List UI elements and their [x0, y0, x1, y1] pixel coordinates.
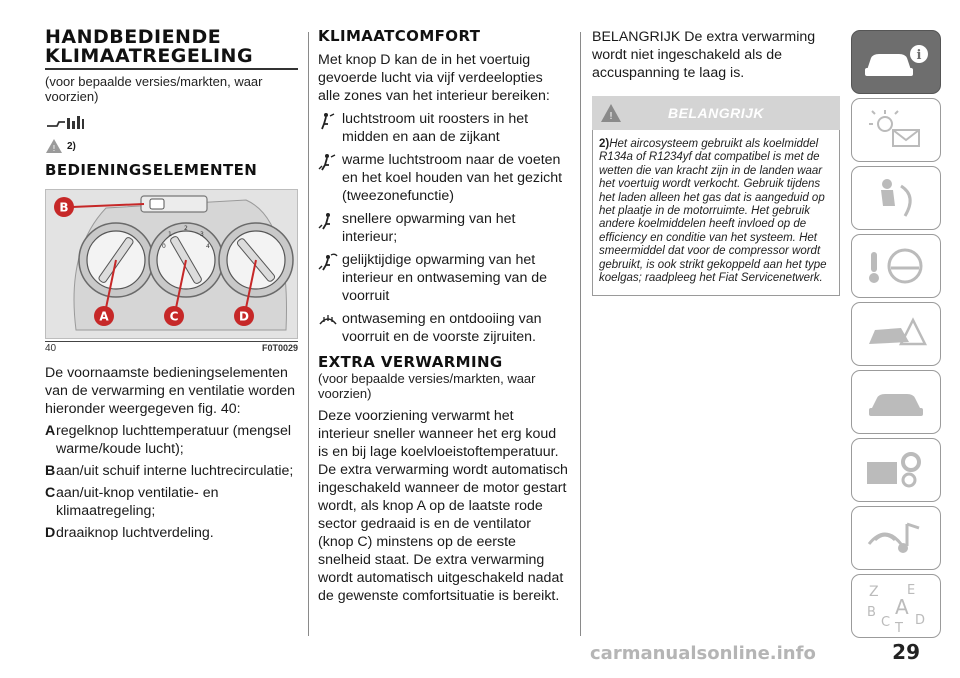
page-title-line1: HANDBEDIENDE [45, 26, 222, 48]
list-text: aan/uit-knop ventilatie- en klimaatregeling; [56, 485, 219, 519]
dial-mark-4: 4 [206, 243, 210, 250]
figure-number: 40 [45, 343, 57, 354]
list-item [45, 524, 298, 542]
multimedia-icon [861, 516, 931, 560]
page-title-line2: KLIMAATREGELING [45, 45, 254, 67]
tab-index[interactable] [851, 574, 941, 638]
controls-figure [45, 189, 298, 339]
tab-seat-safety[interactable] [851, 166, 941, 230]
warning-header [592, 96, 840, 130]
list-item [45, 484, 298, 520]
index-letter: T [895, 621, 903, 634]
warning-text: Het aircosysteem gebruikt als koelmiddel R134a of R1234yf dat compatibel is met de wetten die van kracht zijn in de landen waar het voertuig wordt verkocht. Gebruik tijdens het laden alleen het gas dat is aangeduid op het plaatje in de motorruimte. Het gebruik andere koelmiddelen heeft invloed op de efficiency en conditie van het systeem. Het smeermiddel dat voor de compressor wordt gebruikt, is ook strikt gekoppeld aan het type koelgas; raadpleeg het Fiat Servicenetwerk. [599, 138, 827, 285]
battery-note: BELANGRIJK De extra verwarming wordt niet ingeschakeld als de accuspanning te laag is. [592, 29, 816, 81]
list-key: B [45, 463, 56, 479]
warning-ref-row [45, 138, 298, 154]
climate-control-icon-row [45, 112, 298, 132]
maintenance-icon [861, 380, 931, 424]
callout-c-label: C [169, 309, 179, 324]
column-right [592, 28, 840, 296]
car-info-icon [861, 42, 931, 82]
tab-car-info[interactable] [851, 30, 941, 94]
index-letter: E [907, 583, 916, 598]
warning-box [592, 130, 840, 296]
list-key: D [45, 525, 56, 541]
feet-vent-icon [318, 210, 342, 235]
list-item [318, 310, 568, 346]
watermark: carmanualsonline.info [590, 643, 816, 664]
index-letter: Z [869, 584, 879, 600]
callout-a-label: A [99, 309, 109, 324]
list-item [45, 422, 298, 458]
dial-mark-3: 3 [200, 231, 204, 238]
column-divider-2 [580, 32, 581, 636]
column-left [45, 28, 298, 542]
title-rule [45, 68, 298, 70]
title-subtitle: (voor bepaalde versies/markten, waar voorzien) [45, 74, 263, 104]
index-letter: C [881, 615, 891, 630]
extra-heating-subtitle: (voor bepaalde versies/markten, waar voorzien) [318, 371, 536, 401]
callout-d-label: D [239, 309, 249, 324]
tab-warning-lights[interactable] [851, 98, 941, 162]
index-letter: B [867, 605, 876, 620]
warning-lights-icon [861, 108, 931, 152]
svg-text:!: ! [608, 111, 614, 122]
list-text: ontwaseming en ontdooiing van voorruit en de voorste zijruiten. [342, 311, 542, 345]
tab-emergency[interactable] [851, 302, 941, 366]
controls-intro: De voornaamste bedieningselementen van de verwarming en ventilatie worden hieronder weergegeven fig. 40: [45, 365, 295, 417]
section-heading-extra-heating: EXTRA VERWARMING [318, 353, 503, 371]
list-text: gelijktijdige opwarming van het interieur en ontwaseming van de voorruit [342, 252, 548, 304]
defrost-icon [318, 310, 342, 333]
page-number: 29 [892, 640, 920, 664]
feet-defrost-icon [318, 251, 342, 276]
list-key: C [45, 485, 56, 501]
dial-mark-0: 0 [162, 243, 166, 250]
svg-text:i: i [916, 48, 922, 63]
feet-face-vent-icon [318, 151, 342, 176]
seat-safety-icon [861, 176, 931, 220]
list-item [318, 210, 568, 246]
svg-text:!: ! [52, 144, 56, 153]
tab-starting-driving[interactable] [851, 234, 941, 298]
list-text: draaiknop luchtverdeling. [56, 525, 214, 541]
list-item [318, 151, 568, 205]
emergency-icon [861, 312, 931, 356]
warning-ref-number: 2) [67, 140, 76, 152]
controls-list [45, 422, 298, 542]
index-icon [861, 578, 931, 634]
list-text: aan/uit schuif interne luchtrecirculatie; [56, 463, 294, 479]
callout-b-label: B [59, 200, 69, 215]
technical-data-icon [861, 448, 931, 492]
starting-driving-icon [861, 244, 931, 288]
chapter-sidebar [851, 30, 941, 642]
list-key: A [45, 423, 56, 439]
index-letter: D [915, 613, 926, 628]
extra-heating-body: Deze voorziening verwarmt het interieur sneller wanneer het erg koud is en bij lage koelvloeistoftemperatuur. De extra verwarming wordt automatisch ingeschakeld wanneer de motor gestart wordt, als knop A op de laatste rode sector gedraaid is en de ventilator (knop C) minstens op de eerste snelheid staat. De extra verwarming wordt automatisch uitgeschakeld nadat de gewenste comfortsituatie is bereikt. [318, 408, 568, 604]
climate-control-icon [45, 114, 97, 132]
list-text: luchtstroom uit roosters in het midden en aan de zijkant [342, 111, 529, 145]
list-item [318, 251, 568, 305]
list-text: warme luchtstroom naar de voeten en het koel houden van het gezicht (tweezonefunctie) [342, 152, 563, 204]
climate-panel-illustration [46, 190, 298, 339]
dial-mark-1: 1 [168, 231, 172, 238]
index-letter: A [895, 595, 909, 619]
list-text: regelknop luchttemperatuur (mengsel warme/koude lucht); [56, 423, 292, 457]
section-heading-controls: BEDIENINGSELEMENTEN [45, 161, 258, 179]
column-middle [318, 28, 568, 605]
warning-title: BELANGRIJK [667, 105, 764, 121]
list-item [45, 462, 298, 480]
list-text: snellere opwarming van het interieur; [342, 211, 516, 245]
figure-code: F0T0029 [261, 343, 298, 353]
warning-triangle-icon [45, 138, 63, 154]
section-heading-comfort: KLIMAATCOMFORT [318, 27, 481, 45]
column-divider-1 [308, 32, 309, 636]
list-item [318, 110, 568, 146]
dial-mark-2: 2 [184, 225, 188, 232]
comfort-intro: Met knop D kan de in het voertuig gevoerde lucht via vijf verdeelopties alle zones van het interieur bereiken: [318, 52, 550, 104]
figure-caption [45, 341, 298, 354]
tab-multimedia[interactable] [851, 506, 941, 570]
tab-technical-data[interactable] [851, 438, 941, 502]
warning-ref: 2) [599, 138, 610, 150]
face-vent-icon [318, 110, 342, 135]
tab-maintenance[interactable] [851, 370, 941, 434]
